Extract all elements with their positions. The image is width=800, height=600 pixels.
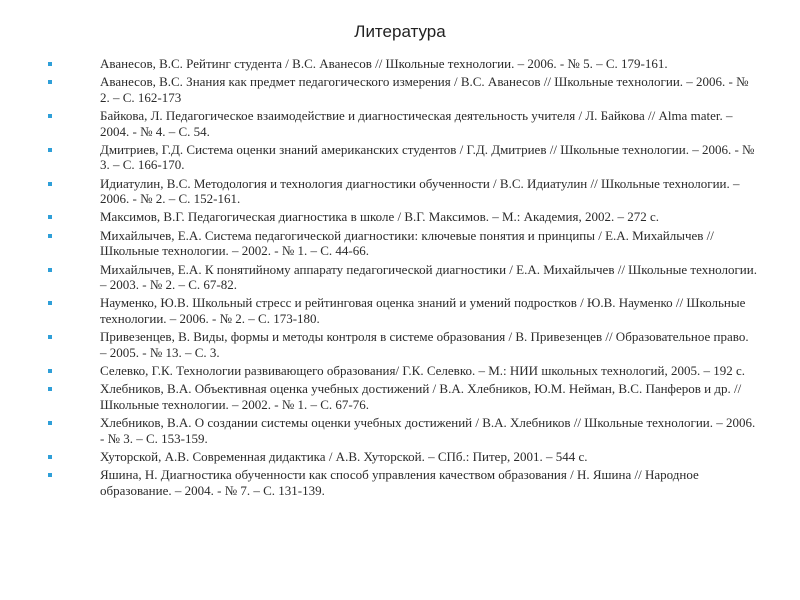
reference-text: Идиатулин, В.С. Методология и технология диагностики обученности / В.С. Идиатулин // Школьные технологии. – 2006. - № 2. – С. 152-161. <box>100 175 740 207</box>
reference-item <box>48 176 758 207</box>
reference-text: Аванесов, В.С. Знания как предмет педагогического измерения / В.С. Аванесов // Школьные технологии. – 2006. - № 2. – С. 162-173 <box>100 74 749 105</box>
reference-item <box>48 329 758 360</box>
reference-text: Максимов, В.Г. Педагогическая диагностика в школе / В.Г. Максимов. – М.: Академия, 2002. – 272 с. <box>100 209 659 225</box>
reference-item <box>48 363 758 379</box>
square-bullet-icon <box>48 455 52 459</box>
reference-text: Селевко, Г.К. Технологии развивающего образования/ Г.К. Селевко. – М.: НИИ школьных технологий, 2005. – 192 с. <box>100 362 745 378</box>
square-bullet-icon <box>48 335 52 339</box>
reference-item <box>48 209 758 225</box>
reference-item <box>48 56 758 72</box>
square-bullet-icon <box>48 114 52 118</box>
reference-list <box>48 56 758 501</box>
reference-item <box>48 142 758 173</box>
reference-text: Хуторской, А.В. Современная дидактика / А.В. Хуторской. – СПб.: Питер, 2001. – 544 с. <box>100 448 588 464</box>
reference-item <box>48 449 758 465</box>
square-bullet-icon <box>48 234 52 238</box>
reference-text: Михайлычев, Е.А. К понятийному аппарату педагогической диагностики / Е.А. Михайлычев // Школьные технологии. – 2003. - № 2. – С. 67-82. <box>100 261 757 293</box>
square-bullet-icon <box>48 215 52 219</box>
square-bullet-icon <box>48 421 52 425</box>
reference-item <box>48 381 758 412</box>
square-bullet-icon <box>48 473 52 477</box>
reference-text: Хлебников, В.А. О создании системы оценки учебных достижений / В.А. Хлебников // Школьные технологии. – 2006. - № 3. – С. 153-159. <box>100 415 756 446</box>
reference-text: Яшина, Н. Диагностика обученности как способ управления качеством образования / Н. Яшина // Народное образование. – 2004. - № 7. – С. 131-139. <box>100 467 699 498</box>
reference-text: Хлебников, В.А. Объективная оценка учебных достижений / В.А. Хлебников, Ю.М. Нейман, В.С. Панферов и др. // Школьные технологии. – 2002. - № 1. – С. 67-76. <box>100 381 742 412</box>
reference-text: Аванесов, В.С. Рейтинг студента / В.С. Аванесов // Школьные технологии. – 2006. - № 5. – С. 179-161. <box>100 56 668 71</box>
square-bullet-icon <box>48 62 52 66</box>
reference-item <box>48 74 758 105</box>
reference-item <box>48 467 758 498</box>
reference-item <box>48 108 758 139</box>
reference-item <box>48 415 758 446</box>
reference-item <box>48 295 758 326</box>
reference-text: Михайлычев, Е.А. Система педагогической диагностики: ключевые понятия и принципы / Е.А. Михайлычев // Школьные технологии. – 2002. - № 1. – С. 44-66. <box>100 227 714 259</box>
square-bullet-icon <box>48 387 52 391</box>
reference-text: Байкова, Л. Педагогическое взаимодействие и диагностическая деятельность учителя / Л. Байкова // Alma mater. – 2004. - № 4. – С. 54. <box>100 108 733 139</box>
page-title: Литература <box>354 22 446 41</box>
reference-text: Науменко, Ю.В. Школьный стресс и рейтинговая оценка знаний и умений подростков / Ю.В. Науменко // Школьные технологии. – 2006. - № 2. – С. 173-180. <box>100 295 746 326</box>
square-bullet-icon <box>48 148 52 152</box>
reference-text: Привезенцев, В. Виды, формы и методы контроля в системе образования / В. Привезенцев // Образовательное право. – 2005. - № 13. – С. 3. <box>100 329 749 360</box>
square-bullet-icon <box>48 301 52 305</box>
square-bullet-icon <box>48 80 52 84</box>
square-bullet-icon <box>48 369 52 373</box>
square-bullet-icon <box>48 182 52 186</box>
reference-item <box>48 228 758 259</box>
reference-text: Дмитриев, Г.Д. Система оценки знаний американских студентов / Г.Д. Дмитриев // Школьные технологии. – 2006. - № 3. – С. 166-170. <box>100 141 755 173</box>
reference-item <box>48 262 758 293</box>
square-bullet-icon <box>48 268 52 272</box>
